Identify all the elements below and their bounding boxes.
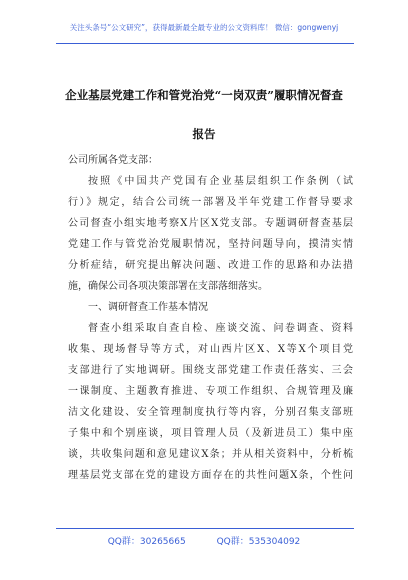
header-banner: 关注头条号“公文研究”，获得最新最全最专业的公文资料库！ 微信：gongwenyj (69, 23, 339, 32)
body-line: 收集、现场督导等方式，对山西片区X、X等X个项目党 (68, 344, 353, 355)
body-line: 支部进行了实地调研。围绕支部党建工作责任落实、三会 (68, 365, 353, 376)
body-line: 施，确保公司各项决策部署在支部落细落实。 (68, 281, 268, 292)
body-line: 子集中和个别座谈，项目管理人员（及新进员工）集中座 (68, 428, 353, 439)
body-line: 督查小组采取自查自检、座谈交流、问卷调查、资料 (88, 323, 353, 334)
body-line: 洁文化建设、安全管理制度执行等内容，分别召集支部班 (68, 407, 353, 418)
body-line: 行）》规定，结合公司统一部署及半年党建工作督导要求 (68, 197, 353, 208)
body-line: 按照《中国共产党国有企业基层组织工作条例（试 (88, 176, 353, 187)
footer-qq-group-1: QQ群：30265665 (107, 537, 186, 547)
body-line: 理基层党支部在党的建设方面存在的共性问题X条，个性问 (68, 470, 353, 481)
header-divider (56, 43, 354, 44)
document-body (68, 150, 353, 486)
footer (0, 534, 408, 547)
document-title: 企业基层党建工作和管党治党“一岗双责”履职情况督查 (65, 88, 343, 102)
body-line: 谈，共收集问题和意见建议X条；并从相关资料中，分析梳 (68, 449, 353, 460)
footer-qq-group-2: QQ群：535304092 (216, 537, 301, 547)
salutation: 公司所属各党支部： (68, 155, 158, 166)
footer-divider (56, 528, 354, 529)
document-title-continued: 报告 (192, 127, 216, 141)
body-line: 公司督查小组实地考察X片区X党支部。专题调研督查基层 (68, 218, 353, 229)
body-line: 党建工作与管党治党履职情况，坚持问题导向，摸清实情 (68, 239, 353, 250)
body-line: 一课制度、主题教育推进、专项工作组织、合规管理及廉 (68, 386, 353, 397)
body-line: 分析症结，研究提出解决问题、改进工作的思路和办法措 (68, 260, 353, 271)
section-heading: 一、调研督查工作基本情况 (88, 302, 208, 313)
